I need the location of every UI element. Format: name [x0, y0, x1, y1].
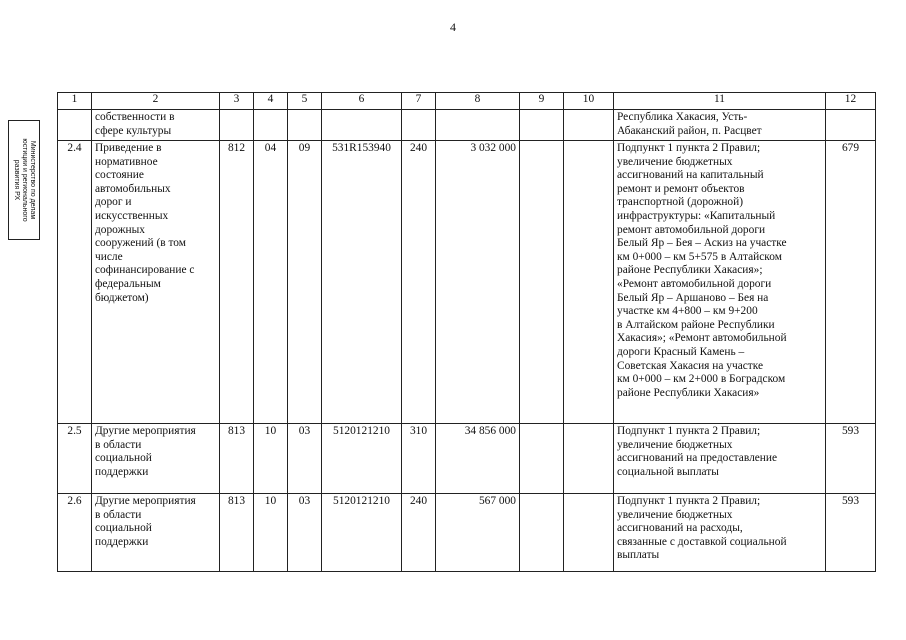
cell-number: 2.5: [58, 424, 92, 494]
col-header: 3: [220, 93, 254, 110]
cell-12: 593: [826, 494, 876, 572]
cell-7: 310: [402, 424, 436, 494]
col-header: 11: [614, 93, 826, 110]
col-header: 1: [58, 93, 92, 110]
col-header: 2: [92, 93, 220, 110]
cell-9: [520, 141, 564, 424]
table-row: [58, 110, 876, 141]
cell-10: [564, 494, 614, 572]
cell-12: 679: [826, 141, 876, 424]
col-header: 6: [322, 93, 402, 110]
col-header: 8: [436, 93, 520, 110]
cell-basis: Подпункт 1 пункта 2 Правил; увеличение бюджетных ассигнований на предоставление социальной выплаты: [614, 424, 826, 494]
cell-number: 2.4: [58, 141, 92, 424]
cell-basis: Подпункт 1 пункта 2 Правил; увеличение бюджетных ассигнований на расходы, связанные с доставкой социальной выплаты: [614, 494, 826, 572]
cell-number: 2.6: [58, 494, 92, 572]
cell-5: 03: [288, 424, 322, 494]
cell-name: Другие мероприятия в области социальной поддержки: [92, 494, 220, 572]
cell-basis: Республика Хакасия, Усть- Абаканский район, п. Расцвет: [614, 110, 826, 141]
cell-3: 813: [220, 424, 254, 494]
cell-10: [564, 141, 614, 424]
col-header: 12: [826, 93, 876, 110]
page-number: 4: [450, 20, 456, 34]
cell-12: [826, 110, 876, 141]
cell-6: 5120121210: [322, 494, 402, 572]
cell-number: [58, 110, 92, 141]
cell-3: 813: [220, 494, 254, 572]
cell-4: 10: [254, 424, 288, 494]
cell-4: 10: [254, 494, 288, 572]
cell-5: 03: [288, 494, 322, 572]
cell-4: [254, 110, 288, 141]
table-row: [58, 424, 876, 494]
cell-name: Другие мероприятия в области социальной поддержки: [92, 424, 220, 494]
cell-5: [288, 110, 322, 141]
table-row: [58, 494, 876, 572]
col-header: 9: [520, 93, 564, 110]
col-header: 10: [564, 93, 614, 110]
cell-basis: Подпункт 1 пункта 2 Правил; увеличение бюджетных ассигнований на капитальный ремонт и ремонт объектов транспортной (дорожной) инфраструктуры: «Капитальный ремонт автомобильной дороги Белый Яр – Бея – Аскиз на участке км 0+000 – км 5+575 в Алтайском районе Республики Хакасия»; «Ремонт автомобильной дороги Белый Яр – Аршаново – Бея на участке км 4+800 – км 9+200 в Алтайском районе Республики Хакасия»; «Ремонт автомобильной дороги Красный Камень – Советская Хакасия на участке км 0+000 – км 2+000 в Боградском районе Республики Хакасия»: [614, 141, 826, 424]
cell-9: [520, 110, 564, 141]
cell-3: [220, 110, 254, 141]
cell-6: [322, 110, 402, 141]
cell-9: [520, 424, 564, 494]
cell-8: [436, 110, 520, 141]
cell-7: 240: [402, 141, 436, 424]
cell-name: Приведение в нормативное состояние автомобильных дорог и искусственных дорожных сооружений (в том числе софинансирование с федеральным бюджетом): [92, 141, 220, 424]
cell-10: [564, 110, 614, 141]
cell-6: 531R153940: [322, 141, 402, 424]
amendments-table: [57, 92, 876, 572]
cell-8: 567 000: [436, 494, 520, 572]
cell-5: 09: [288, 141, 322, 424]
table-row: [58, 141, 876, 424]
col-header: 4: [254, 93, 288, 110]
registration-stamp: [8, 120, 40, 240]
stamp-text: Министерство по делам юстиции и регионального развития РХ: [13, 138, 36, 222]
cell-7: [402, 110, 436, 141]
cell-8: 34 856 000: [436, 424, 520, 494]
cell-7: 240: [402, 494, 436, 572]
cell-9: [520, 494, 564, 572]
cell-name: собственности в сфере культуры: [92, 110, 220, 141]
col-header: 5: [288, 93, 322, 110]
cell-12: 593: [826, 424, 876, 494]
cell-8: 3 032 000: [436, 141, 520, 424]
cell-10: [564, 424, 614, 494]
cell-3: 812: [220, 141, 254, 424]
header-row: [58, 93, 876, 110]
col-header: 7: [402, 93, 436, 110]
cell-4: 04: [254, 141, 288, 424]
cell-6: 5120121210: [322, 424, 402, 494]
